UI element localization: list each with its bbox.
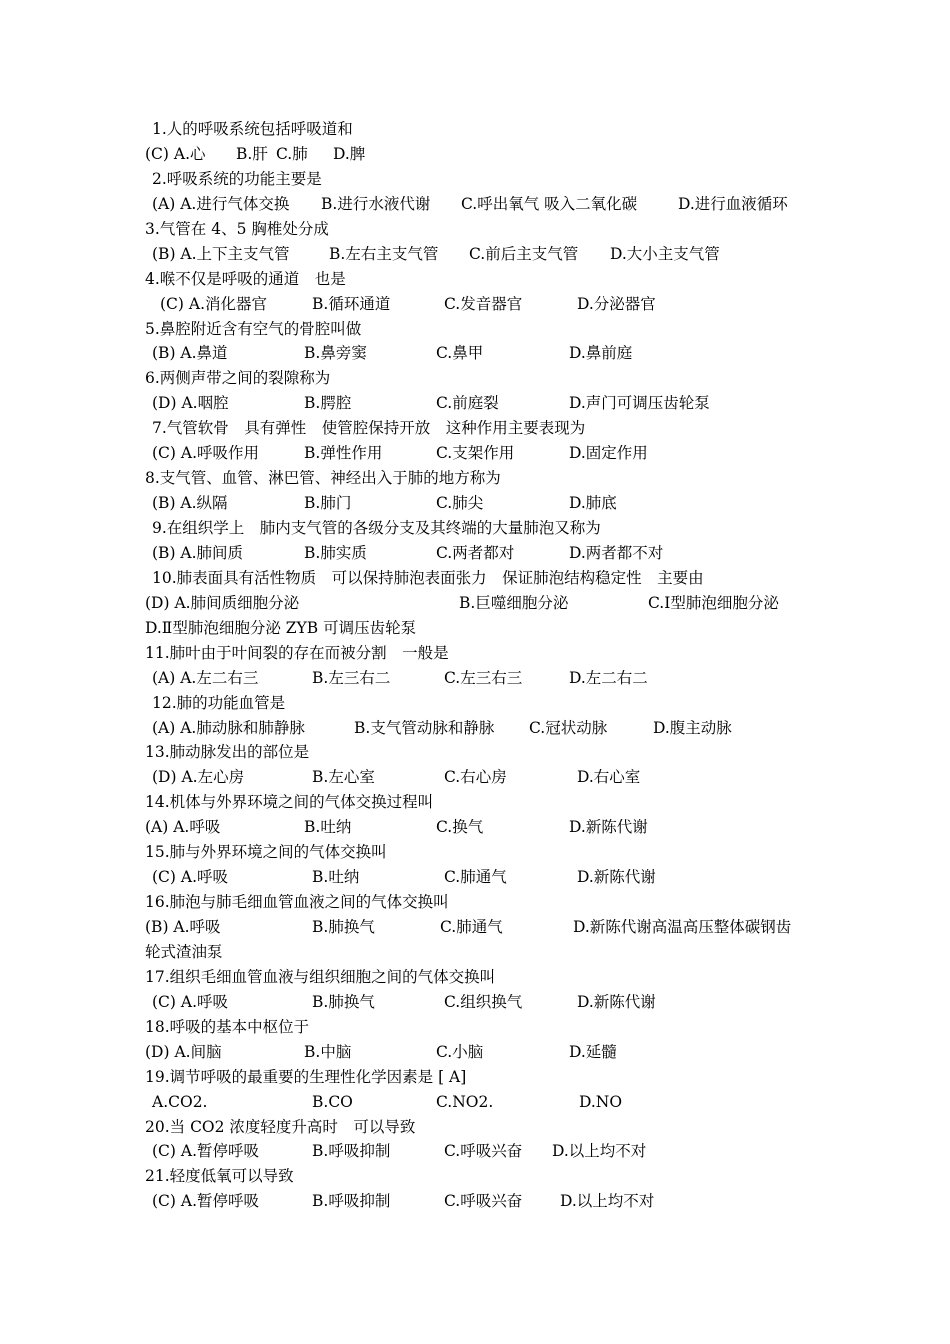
text-segment: B.肺门 [304, 494, 352, 513]
text-line [0, 840, 950, 865]
text-segment: (B) A.呼吸 [145, 918, 221, 936]
text-segment: (C) A.呼吸 [152, 868, 229, 887]
text-segment: 2.呼吸系统的功能主要是 [152, 169, 322, 188]
text-line [0, 740, 950, 765]
text-segment: C.前后主支气管 [469, 244, 579, 263]
text-line [0, 167, 950, 192]
text-segment: D.右心室 [577, 768, 641, 787]
text-line [0, 416, 950, 441]
text-line [0, 566, 950, 591]
text-segment: B.腭腔 [304, 394, 352, 413]
text-line [0, 1040, 950, 1065]
text-segment: D.以上均不对 [560, 1192, 655, 1211]
text-segment: (D) A.肺间质细胞分泌 [145, 593, 300, 612]
text-segment: 20.当 CO2 浓度轻度升高时 可以导致 [145, 1117, 416, 1136]
text-segment: (B) A.肺间质 [152, 543, 244, 562]
text-segment: (D) A.左心房 [152, 768, 245, 787]
text-segment: B.左三右二 [312, 668, 391, 687]
text-segment: D.新陈代谢高温高压整体碳钢齿 [573, 918, 792, 936]
text-line [0, 217, 950, 242]
text-segment: 8.支气管、血管、淋巴管、神经出入于肺的地方称为 [145, 469, 501, 488]
text-segment: C.呼吸兴奋 [444, 1192, 523, 1211]
text-line [0, 516, 950, 541]
text-line [0, 267, 950, 292]
text-segment: D.声门可调压齿轮泵 [569, 394, 710, 413]
text-line [0, 491, 950, 516]
text-segment: (C) A.呼吸 [152, 992, 229, 1011]
text-segment: C.冠状动脉 [529, 718, 608, 737]
text-segment: (A) A.左二右三 [152, 668, 259, 687]
text-segment: 19.调节呼吸的最重要的生理性化学因素是 [ A] [145, 1067, 467, 1086]
text-segment: D.NO [579, 1092, 623, 1111]
text-line [0, 765, 950, 790]
text-segment: C.Ⅰ型肺泡细胞分泌 [648, 593, 779, 612]
text-segment: B.左右主支气管 [329, 244, 439, 263]
text-segment: 16.肺泡与肺毛细血管血液之间的气体交换叫 [145, 893, 449, 912]
text-line [0, 716, 950, 741]
text-segment: (A) A.呼吸 [145, 818, 221, 837]
text-line [0, 341, 950, 366]
text-line [0, 1115, 950, 1140]
text-segment: C.换气 [436, 818, 484, 837]
text-segment: (D) A.间脑 [145, 1042, 222, 1061]
text-line [0, 317, 950, 342]
text-segment: 9.在组织学上 肺内支气管的各级分支及其终端的大量肺泡又称为 [152, 519, 601, 537]
text-segment: (B) A.上下主支气管 [152, 244, 290, 263]
text-segment: C.小脑 [436, 1042, 484, 1061]
text-line [0, 790, 950, 815]
text-segment: C.肺尖 [436, 494, 484, 513]
text-segment: C.肺通气 [440, 918, 503, 936]
text-line [0, 1139, 950, 1164]
text-segment: B.肺换气 [312, 918, 375, 936]
text-line [0, 1015, 950, 1040]
text-line [0, 541, 950, 566]
text-segment: D.Ⅱ型肺泡细胞分泌 ZYB 可调压齿轮泵 [145, 618, 417, 637]
text-segment: D.大小主支气管 [610, 244, 720, 263]
text-segment: B.吐纳 [312, 868, 360, 887]
text-segment: C.呼吸兴奋 [444, 1142, 523, 1161]
text-segment: D.肺底 [569, 494, 617, 513]
text-segment: 11.肺叶由于叶间裂的存在而被分割 一般是 [145, 643, 449, 662]
text-segment: 14.机体与外界环境之间的气体交换过程叫 [145, 793, 434, 812]
text-segment: B.肝 [236, 144, 268, 163]
text-segment: (D) A.咽腔 [152, 394, 229, 413]
text-line [0, 865, 950, 890]
text-segment: C.右心房 [444, 768, 507, 787]
text-line [0, 366, 950, 391]
text-line [0, 1189, 950, 1214]
text-segment: C.左三右三 [444, 668, 523, 687]
text-segment: D.两者都不对 [569, 543, 664, 562]
text-segment: D.分泌器官 [577, 294, 656, 313]
text-segment: (A) A.进行气体交换 [152, 194, 290, 213]
text-line [0, 591, 950, 616]
text-segment: (B) A.纵隔 [152, 494, 228, 513]
text-line [0, 292, 950, 317]
text-segment: 18.呼吸的基本中枢位于 [145, 1017, 310, 1036]
text-segment: C.呼出氧气 吸入二氧化碳 [461, 194, 638, 213]
text-line [0, 890, 950, 915]
text-line [0, 192, 950, 217]
text-segment: D.固定作用 [569, 444, 648, 463]
text-segment: C.两者都对 [436, 543, 515, 562]
text-segment: D.新陈代谢 [569, 818, 648, 837]
text-segment: C.鼻甲 [436, 344, 484, 363]
text-segment: C.支架作用 [436, 444, 515, 463]
text-line [0, 1090, 950, 1115]
text-line [0, 1164, 950, 1189]
text-segment: (C) A.消化器官 [160, 294, 268, 313]
text-segment: B.CO [312, 1092, 353, 1111]
text-segment: B.进行水液代谢 [321, 194, 431, 213]
text-segment: B.呼吸抑制 [312, 1192, 391, 1211]
text-line [0, 666, 950, 691]
text-segment: C.NO2. [436, 1092, 494, 1111]
text-line [0, 1065, 950, 1090]
text-segment: D.左二右二 [569, 668, 648, 687]
text-line [0, 815, 950, 840]
text-segment: 15.肺与外界环境之间的气体交换叫 [145, 843, 387, 862]
text-segment: B.支气管动脉和静脉 [354, 718, 495, 737]
text-segment: C.肺 [276, 144, 308, 163]
text-segment: D.腹主动脉 [653, 718, 732, 737]
text-segment: 21.轻度低氧可以导致 [145, 1167, 294, 1186]
text-line [0, 242, 950, 267]
text-segment: (A) A.肺动脉和肺静脉 [152, 718, 305, 737]
text-segment: D.脾 [333, 144, 366, 163]
text-line [0, 641, 950, 666]
text-segment: 3.气管在 4、5 胸椎处分成 [145, 219, 329, 238]
document-body [0, 117, 950, 1214]
text-line [0, 616, 950, 641]
text-line [0, 391, 950, 416]
text-segment: D.进行血液循环 [678, 194, 788, 213]
text-segment: (C) A.暂停呼吸 [152, 1142, 260, 1161]
text-segment: 5.鼻腔附近含有空气的骨腔叫做 [145, 319, 362, 338]
text-segment: D.延髓 [569, 1042, 617, 1061]
text-line [0, 965, 950, 990]
text-segment: B.弹性作用 [304, 444, 383, 463]
text-line [0, 441, 950, 466]
text-segment: B.循环通道 [312, 294, 391, 313]
text-line [0, 990, 950, 1015]
text-line [0, 915, 950, 940]
text-line [0, 466, 950, 491]
text-segment: C.组织换气 [444, 992, 523, 1011]
text-segment: C.前庭裂 [436, 394, 499, 413]
text-segment: D.以上均不对 [552, 1142, 647, 1161]
text-segment: B.中脑 [304, 1042, 352, 1061]
text-line [0, 117, 950, 142]
text-segment: B.肺实质 [304, 543, 367, 562]
text-segment: (C) A.暂停呼吸 [152, 1192, 260, 1211]
text-segment: 13.肺动脉发出的部位是 [145, 743, 310, 762]
text-segment: (C) A.呼吸作用 [152, 444, 260, 463]
text-line [0, 691, 950, 716]
text-segment: B.左心室 [312, 768, 375, 787]
text-segment: 1.人的呼吸系统包括呼吸道和 [152, 120, 353, 138]
text-segment: A.CO2. [152, 1092, 208, 1111]
text-segment: (B) A.鼻道 [152, 344, 228, 363]
text-segment: C.发音器官 [444, 294, 523, 313]
text-segment: B.吐纳 [304, 818, 352, 837]
text-segment: 4.喉不仅是呼吸的通道 也是 [145, 269, 346, 288]
text-line [0, 142, 950, 167]
text-segment: B.呼吸抑制 [312, 1142, 391, 1161]
text-segment: D.新陈代谢 [577, 992, 656, 1011]
text-segment: B.肺换气 [312, 992, 375, 1011]
text-segment: 12.肺的功能血管是 [152, 693, 286, 712]
text-segment: (C) A.心 [145, 144, 206, 163]
text-segment: B.鼻旁窦 [304, 344, 367, 363]
text-line [0, 940, 950, 965]
text-segment: 7.气管软骨 具有弹性 使管腔保持开放 这种作用主要表现为 [152, 419, 586, 438]
text-segment: B.巨噬细胞分泌 [459, 593, 569, 612]
text-segment: 轮式渣油泵 [145, 942, 223, 961]
text-segment: D.新陈代谢 [577, 868, 656, 887]
text-segment: C.肺通气 [444, 868, 507, 887]
text-segment: 10.肺表面具有活性物质 可以保持肺泡表面张力 保证肺泡结构稳定性 主要由 [152, 568, 704, 587]
text-segment: 17.组织毛细血管血液与组织细胞之间的气体交换叫 [145, 967, 496, 986]
text-segment: 6.两侧声带之间的裂隙称为 [145, 369, 331, 388]
text-segment: D.鼻前庭 [569, 344, 633, 363]
